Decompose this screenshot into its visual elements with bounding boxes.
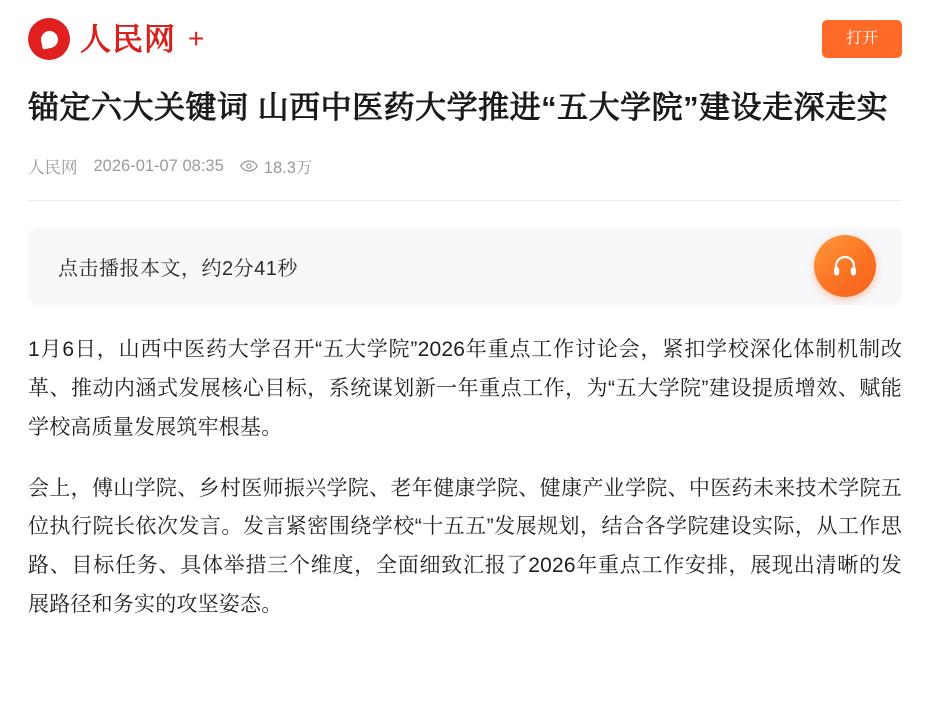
- audio-play-bar[interactable]: [28, 227, 902, 305]
- brand-plus-label: +: [188, 23, 205, 54]
- page-header: [0, 0, 930, 78]
- meta-views: [240, 154, 313, 178]
- meta-views-count: 18.3万: [263, 159, 313, 178]
- article-paragraph: 1月6日，山西中医药大学召开“五大学院”2026年重点工作讨论会，紧扣学校深化体制机制改革、推动内涵式发展核心目标，系统谋划新一年重点工作，为“五大学院”建设提质增效、赋能学校高质量发展筑牢根基。: [28, 338, 902, 439]
- page-title: 锚定六大关键词 山西中医药大学推进“五大学院”建设走深走实: [28, 90, 889, 125]
- article-body: [0, 305, 930, 625]
- article-meta: [28, 154, 902, 178]
- brand-name: 人民网: [80, 21, 176, 57]
- open-app-button[interactable]: 打开: [822, 20, 902, 57]
- brand-logo[interactable]: [28, 18, 204, 60]
- meta-source: 人民网: [28, 159, 78, 178]
- meta-datetime: 2026-01-07 08:35: [93, 156, 224, 175]
- audio-section: [0, 201, 930, 305]
- eye-icon: [240, 160, 258, 172]
- title-block: [0, 78, 930, 201]
- headphones-icon[interactable]: [814, 235, 876, 297]
- article-paragraph: 会上，傅山学院、乡村医师振兴学院、老年健康学院、健康产业学院、中医药未来技术学院五位执行院长依次发言。发言紧密围绕学校“十五五”发展规划，结合各学院建设实际，从工作思路、目标任务、具体举措三个维度，全面细致汇报了2026年重点工作安排，展现出清晰的发展路径和务实的攻坚姿态。: [28, 476, 902, 617]
- people-daily-drop-logo-icon: [28, 18, 70, 60]
- audio-play-label: 点击播报本文，约2分41秒: [58, 257, 298, 280]
